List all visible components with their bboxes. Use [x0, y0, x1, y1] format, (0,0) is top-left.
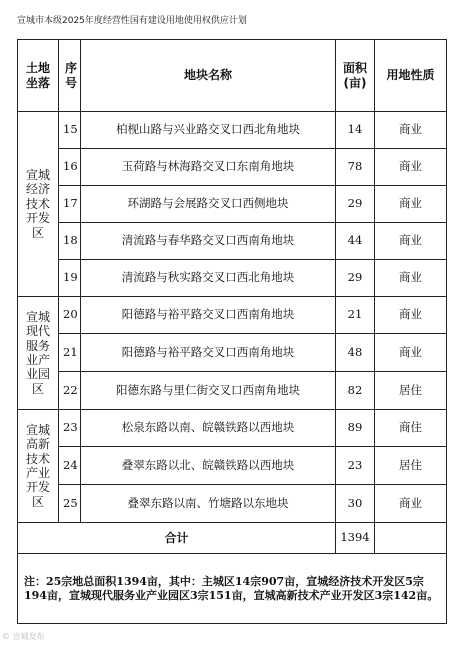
parcel-cell: 玉荷路与林海路交叉口东南角地块	[81, 149, 336, 186]
table-row	[18, 485, 447, 523]
col-header-parcel: 地块名称	[81, 40, 336, 112]
use-cell: 商住	[375, 410, 447, 447]
table-row	[18, 410, 447, 447]
seq-cell: 19	[59, 260, 81, 297]
total-area: 1394	[336, 523, 375, 554]
parcel-cell: 柏枧山路与兴业路交叉口西北角地块	[81, 112, 336, 149]
parcel-cell: 松泉东路以南、皖赣铁路以西地块	[81, 410, 336, 447]
parcel-cell: 阳德路与裕平路交叉口西南角地块	[81, 297, 336, 334]
seq-cell: 15	[59, 112, 81, 149]
parcel-cell: 清流路与春华路交叉口西南角地块	[81, 223, 336, 260]
col-header-area: 面积(亩)	[336, 40, 375, 112]
use-cell: 商业	[375, 112, 447, 149]
table-row	[18, 297, 447, 334]
seq-cell: 18	[59, 223, 81, 260]
seq-cell: 23	[59, 410, 81, 447]
table-row	[18, 334, 447, 372]
use-cell: 商业	[375, 223, 447, 260]
table-row	[18, 372, 447, 410]
seq-cell: 17	[59, 186, 81, 223]
area-cell: 44	[336, 223, 375, 260]
seq-cell: 25	[59, 485, 81, 523]
area-cell: 78	[336, 149, 375, 186]
parcel-cell: 阳德东路与里仁街交叉口西南角地块	[81, 372, 336, 410]
parcel-cell: 叠翠东路以南、竹塘路以东地块	[81, 485, 336, 523]
col-header-use: 用地性质	[375, 40, 447, 112]
area-cell: 14	[336, 112, 375, 149]
seq-cell: 20	[59, 297, 81, 334]
parcel-cell: 阳德路与裕平路交叉口西南角地块	[81, 334, 336, 372]
table-row	[18, 149, 447, 186]
seq-cell: 21	[59, 334, 81, 372]
table-row	[18, 223, 447, 260]
use-cell: 商业	[375, 149, 447, 186]
table-header-row	[18, 40, 447, 112]
use-cell: 商业	[375, 334, 447, 372]
use-cell: 居住	[375, 372, 447, 410]
parcel-cell: 环湖路与会展路交叉口西侧地块	[81, 186, 336, 223]
location-cell: 宣城现代服务业产业园区	[18, 297, 59, 410]
land-supply-table	[17, 39, 447, 624]
seq-cell: 22	[59, 372, 81, 410]
location-cell: 宣城高新技术产业开发区	[18, 410, 59, 523]
parcel-cell: 叠翠东路以北、皖赣铁路以西地块	[81, 447, 336, 485]
total-row	[18, 523, 447, 554]
note-row	[18, 554, 447, 624]
parcel-cell: 清流路与秋实路交叉口西北角地块	[81, 260, 336, 297]
area-cell: 29	[336, 186, 375, 223]
location-cell: 宣城经济技术开发区	[18, 112, 59, 297]
footnote: 注：25宗地总面积1394亩，其中：主城区14宗907亩，宣城经济技术开发区5宗194亩，宣城现代服务业产业园区3宗151亩，宣城高新技术产业开发区3宗142亩。	[18, 554, 447, 624]
area-cell: 21	[336, 297, 375, 334]
table-row	[18, 112, 447, 149]
use-cell: 商业	[375, 186, 447, 223]
area-cell: 82	[336, 372, 375, 410]
area-cell: 23	[336, 447, 375, 485]
use-cell: 商业	[375, 260, 447, 297]
document-header: 宣城市本级2025年度经营性国有建设用地使用权供应计划	[17, 16, 247, 26]
col-header-location: 土地坐落	[18, 40, 59, 112]
table-row	[18, 260, 447, 297]
total-label: 合计	[18, 523, 336, 554]
use-cell: 居住	[375, 447, 447, 485]
area-cell: 89	[336, 410, 375, 447]
col-header-seq: 序号	[59, 40, 81, 112]
area-cell: 29	[336, 260, 375, 297]
seq-cell: 24	[59, 447, 81, 485]
area-cell: 48	[336, 334, 375, 372]
use-cell: 商业	[375, 485, 447, 523]
area-cell: 30	[336, 485, 375, 523]
total-use-empty	[375, 523, 447, 554]
table-row	[18, 186, 447, 223]
use-cell: 商业	[375, 297, 447, 334]
table-row	[18, 447, 447, 485]
seq-cell: 16	[59, 149, 81, 186]
watermark: © 宣城发布	[2, 632, 45, 641]
